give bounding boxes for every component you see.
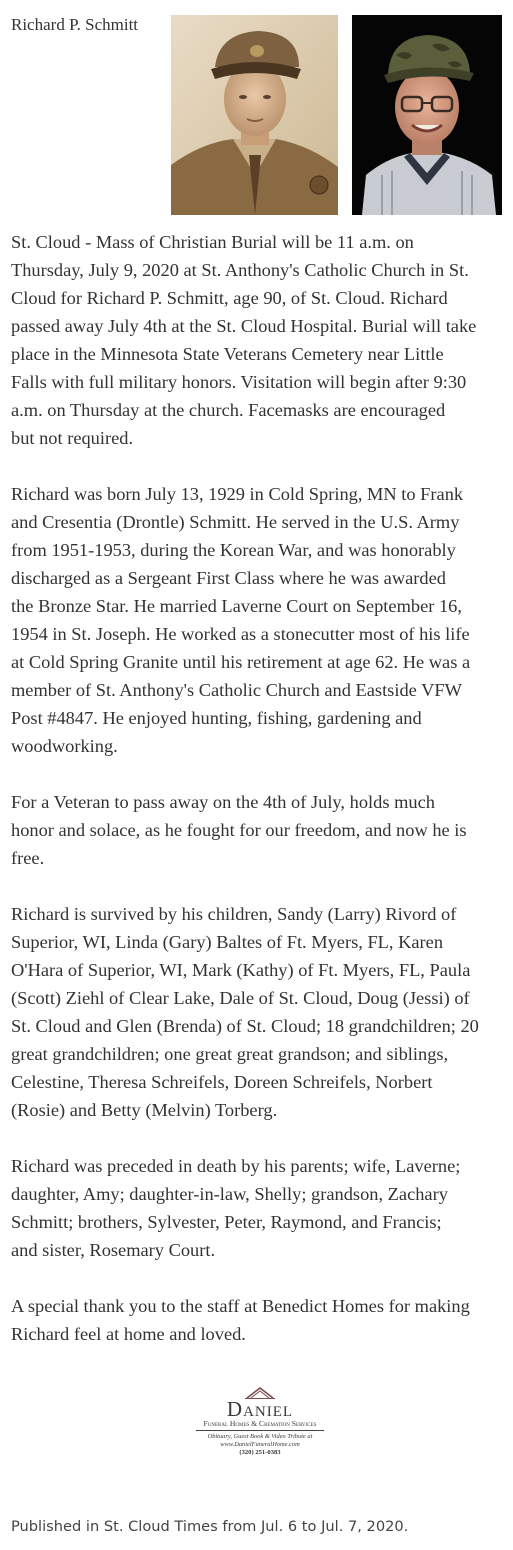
paragraph-thanks: A special thank you to the staff at Benedict Homes for making Richard feel at home and loved. xyxy=(11,1296,470,1344)
logo-divider xyxy=(196,1430,324,1431)
paragraph-preceded: Richard was preceded in death by his parents; wife, Laverne; daughter, Amy; daughter-in-law, Shelly; grandson, Zachary Schmitt; brothers, Sylvester, Peter, Raymond, and Francis; and sister, Rosemary Court. xyxy=(11,1156,461,1260)
paragraph-survivors: Richard is survived by his children, Sandy (Larry) Rivord of Superior, WI, Linda (Gary) Baltes of Ft. Myers, FL, Karen O'Hara of Superior, WI, Mark (Kathy) of Ft. Myers, FL, Paula (Scott) Ziehl of Clear Lake, Dale of St. Cloud, Doug (Jessi) of St. Cloud and Glen (Brenda) of St. Cloud; 18 grandchildren; 20 great grandchildren; one great great grandson; and siblings, Celestine, Theresa Schreifels, Doreen Schreifels, Norbert (Rosie) and Betty (Melvin) Torberg. xyxy=(11,904,479,1120)
paragraph-biography: Richard was born July 13, 1929 in Cold Spring, MN to Frank and Cresentia (Drontle) Schmitt. He served in the U.S. Army from 1951-1953, during the Korean War, and was honorably discharged as a Sergeant First Class where he was awarded the Bronze Star. He married Laverne Court on September 16, 1954 in St. Joseph. He worked as a stonecutter most of his life at Cold Spring Granite until his retirement at age 62. He was a member of St. Anthony's Catholic Church and Eastside VFW Post #4847. He enjoyed hunting, fishing, gardening and woodworking. xyxy=(11,484,471,756)
deceased-name: Richard P. Schmitt xyxy=(11,15,139,34)
logo-brand: Daniel xyxy=(226,1397,294,1421)
paragraph-service-details: St. Cloud - Mass of Christian Burial will be 11 a.m. on Thursday, July 9, 2020 at St. Anthony's Catholic Church in St. Cloud for Richard P. Schmitt, age 90, of St. Cloud. Richard passed away July 4th at the St. Cloud Hospital. Burial will take place in the Minnesota State Veterans Cemetery near Little Falls with full military honors. Visitation will begin after 9:30 a.m. on Thursday at the church. Facemasks are encouraged but not required. xyxy=(11,232,477,448)
paragraph-veteran: For a Veteran to pass away on the 4th of July, holds much honor and solace, as he fought for our freedom, and now he is free. xyxy=(11,792,467,868)
logo-phone: (320) 251-0383 xyxy=(239,1449,281,1456)
obituary-text xyxy=(11,228,506,1376)
published-note: Published in St. Cloud Times from Jul. 6 to Jul. 7, 2020. xyxy=(11,1518,409,1535)
funeral-home-logo xyxy=(190,1386,330,1472)
logo-website: www.DanielFuneralHome.com xyxy=(220,1440,300,1448)
elderly-portrait-photo xyxy=(352,15,502,215)
logo-line1: Obituary, Guest Book & Video Tribute at xyxy=(207,1433,313,1440)
military-portrait-photo xyxy=(171,15,338,215)
logo-subtitle: Funeral Homes & Cremation Services xyxy=(203,1419,317,1428)
